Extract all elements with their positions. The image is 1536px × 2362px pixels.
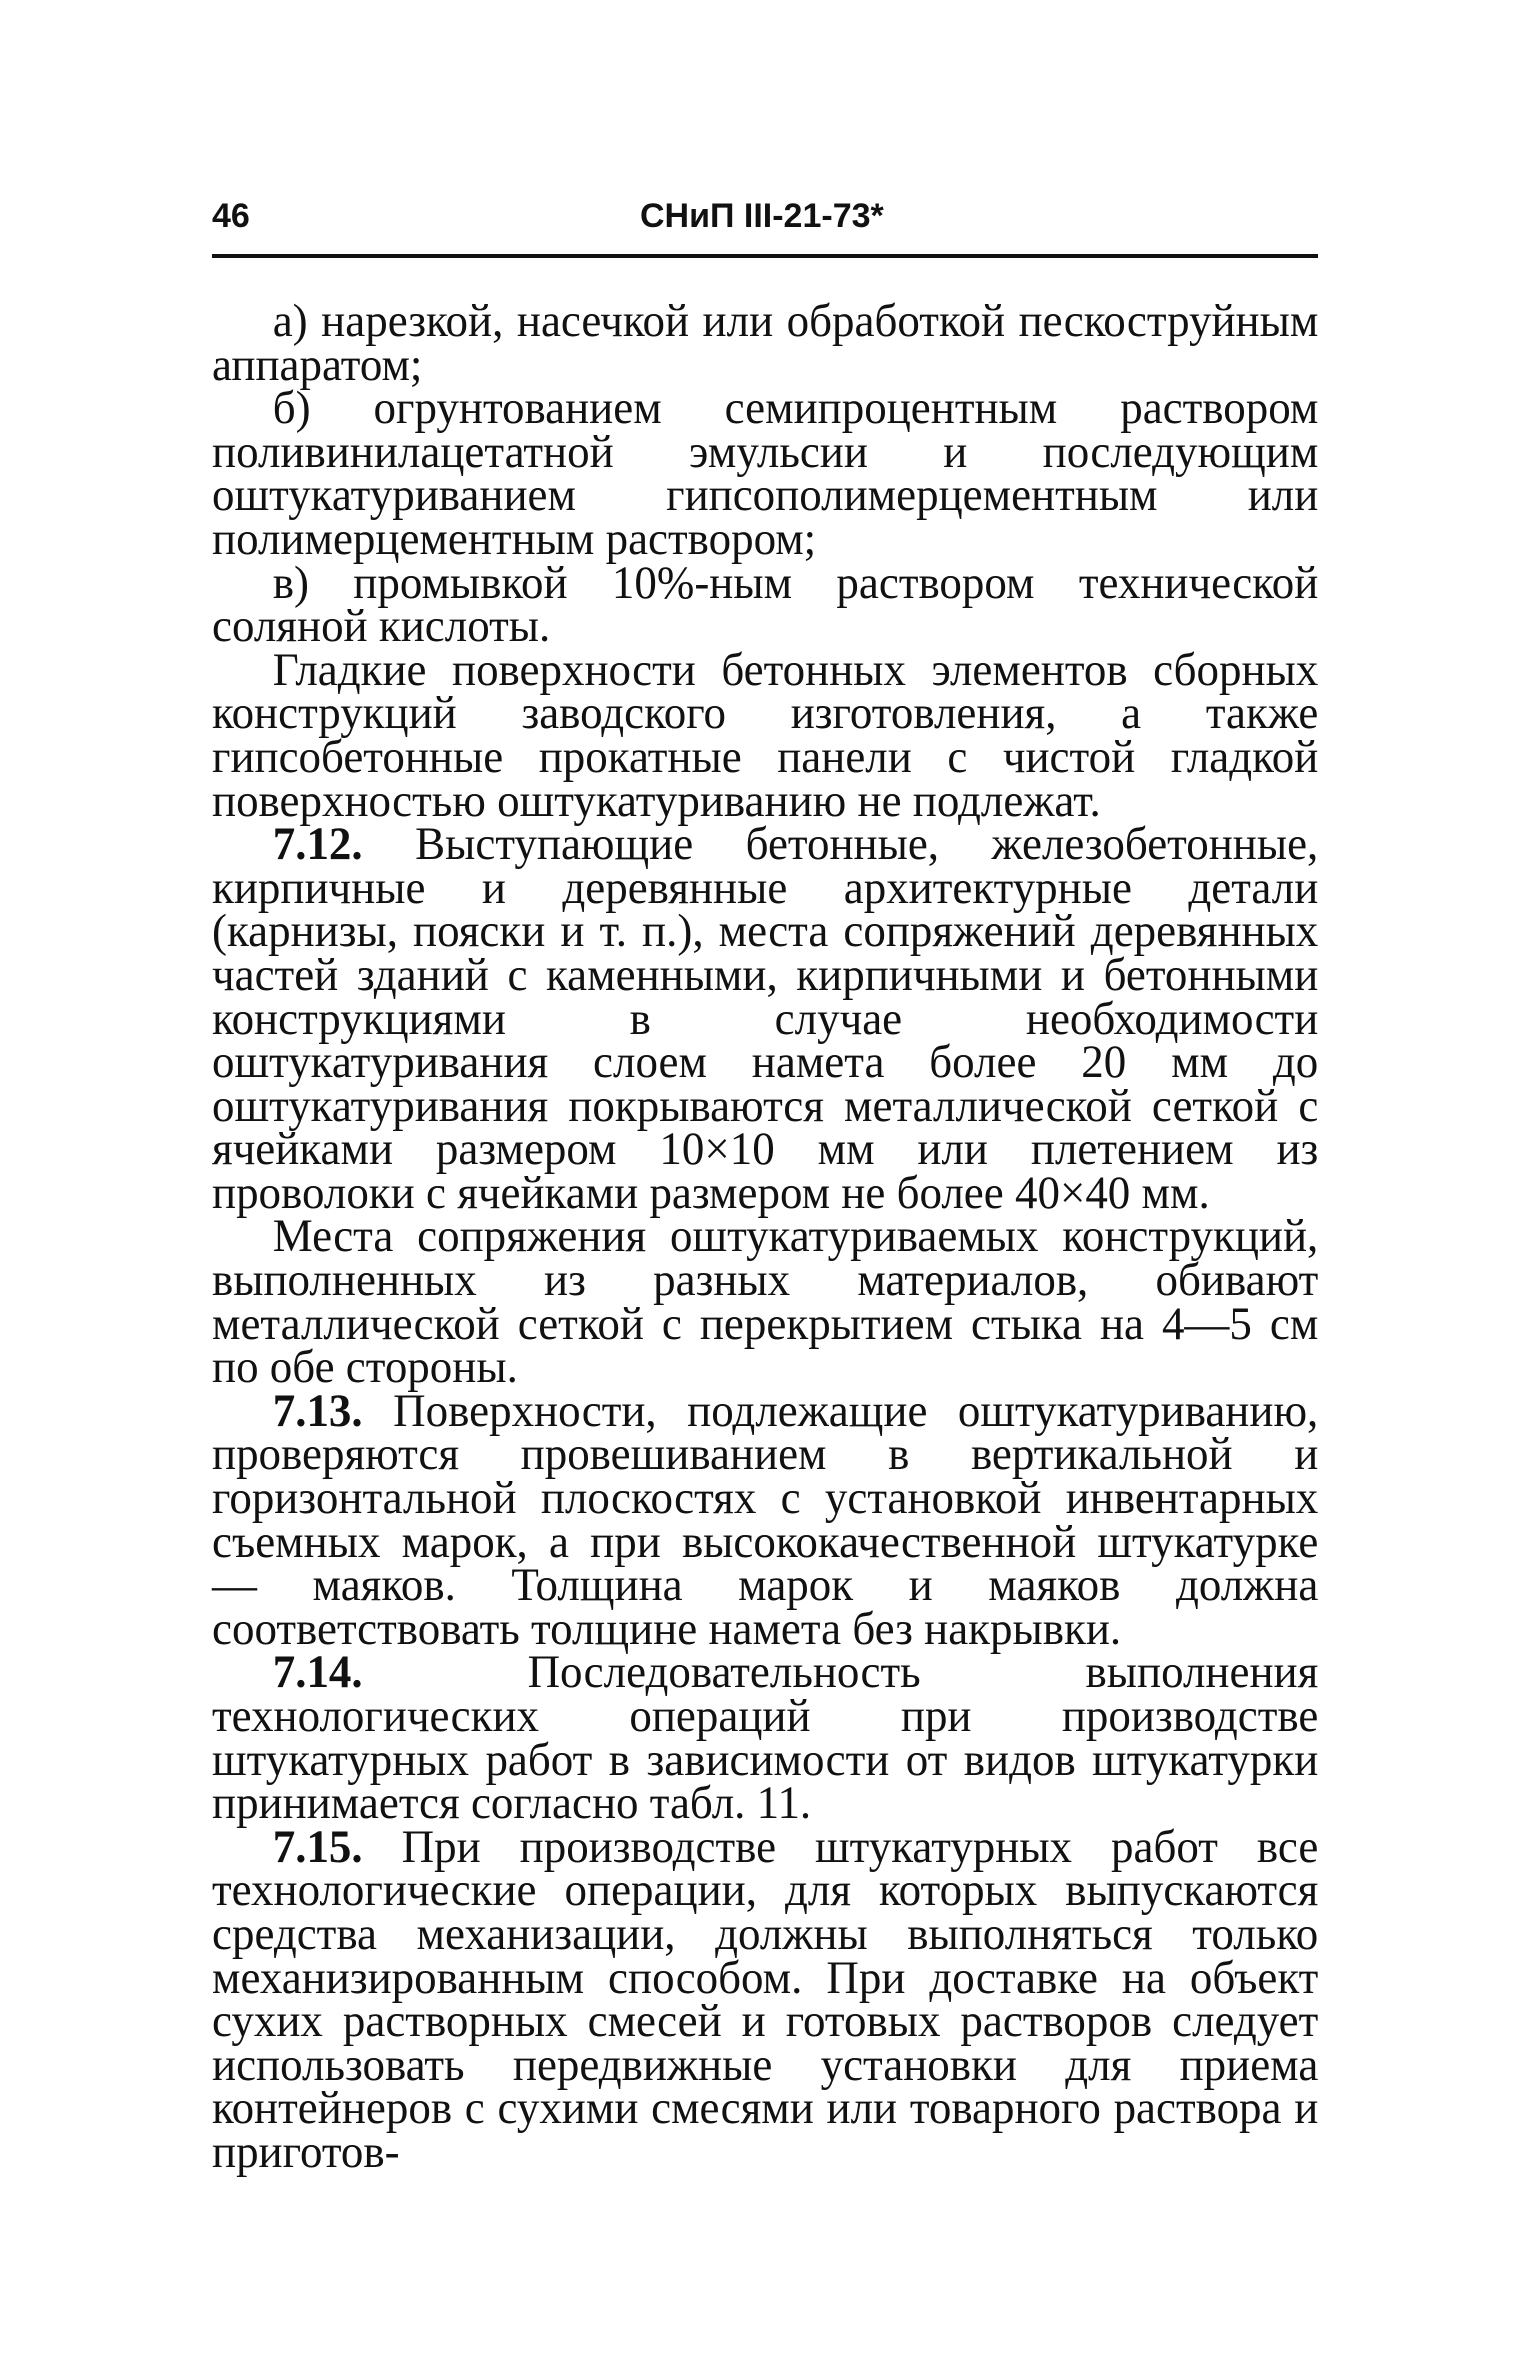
paragraph-text: б) огрунтованием семипроцентным раствором поливинилацетатной эмульсии и последующим оштукатуриванием гипсополимерцементным или полимерцементным раствором; [212,382,1319,565]
paragraph-item-v [212,556,1319,653]
clause-text: Поверхности, подлежащие оштукатуриванию, проверяются провешиванием в вертикальной и горизонтальной плоскостях с установкой инвентарных съемных марок, а при высококачественной штукатурке — маяков. Толщина марок и маяков должна соответствовать толщине намета без накрывки. [212,1384,1319,1655]
clause-7-15 [212,1820,1319,2178]
clause-number: 7.13. [272,1384,363,1437]
clause-number: 7.14. [272,1646,363,1699]
clause-7-14 [212,1646,1319,1830]
header-rule [212,254,1318,258]
paragraph-text: Гладкие поверхности бетонных элементов сборных конструкций заводского изготовления, а также гипсобетонные прокатные панели с чистой гладкой поверхностью оштукатуриванию не подлежат. [212,643,1319,827]
paragraph-item-a [212,295,1319,391]
clause-text: Последовательность выполнения технологических операций при производстве штукатурных работ в зависимости от видов штукатурки принимается согласно табл. 11. [212,1646,1319,1830]
page-number: 46 [212,197,250,235]
clause-7-13 [212,1384,1319,1655]
paragraph-text: а) нарезкой, насечкой или обработкой пескоструйным аппаратом; [212,295,1319,391]
clause-text: При производстве штукатурных работ все технологические операции, для которых выпускаются средства механизации, должны выполняться только механизированным способом. При доставке на объект сухих растворных смесей и готовых растворов следует использовать передвижные установки для приема контейнеров с сухими смесями или товарного раствора и приготов- [212,1820,1319,2178]
paragraph-item-b [212,382,1319,565]
clause-text: Выступающие бетонные, железобетонные, кирпичные и деревянные архитектурные детали (карнизы, пояски и т. п.), места сопряжений деревянных частей зданий с каменными, кирпичными и бетонными конструкциями в случае необходимости оштукатуривания слоем намета более 20 мм до оштукатуривания покрываются металлической сеткой с ячейками размером 10×10 мм или плетением из проволоки с ячейками размером не более 40×40 мм. [212,818,1319,1219]
clause-number: 7.12. [272,818,363,871]
clause-number: 7.15. [272,1820,363,1873]
clause-7-12 [212,818,1319,1219]
paragraph-junctions [212,1210,1319,1394]
body-text [212,295,1319,2178]
running-head [212,196,1318,256]
paragraph-text: Места сопряжения оштукатуриваемых конструкций, выполненных из разных материалов, обивают металлической сеткой с перекрытием стыка на 4—5 см по обе стороны. [212,1210,1319,1394]
paragraph-text: в) промывкой 10%-ным раствором технической соляной кислоты. [212,556,1319,653]
document-code: СНиП III-21-73* [640,197,884,235]
paragraph-smooth-surfaces [212,643,1319,827]
